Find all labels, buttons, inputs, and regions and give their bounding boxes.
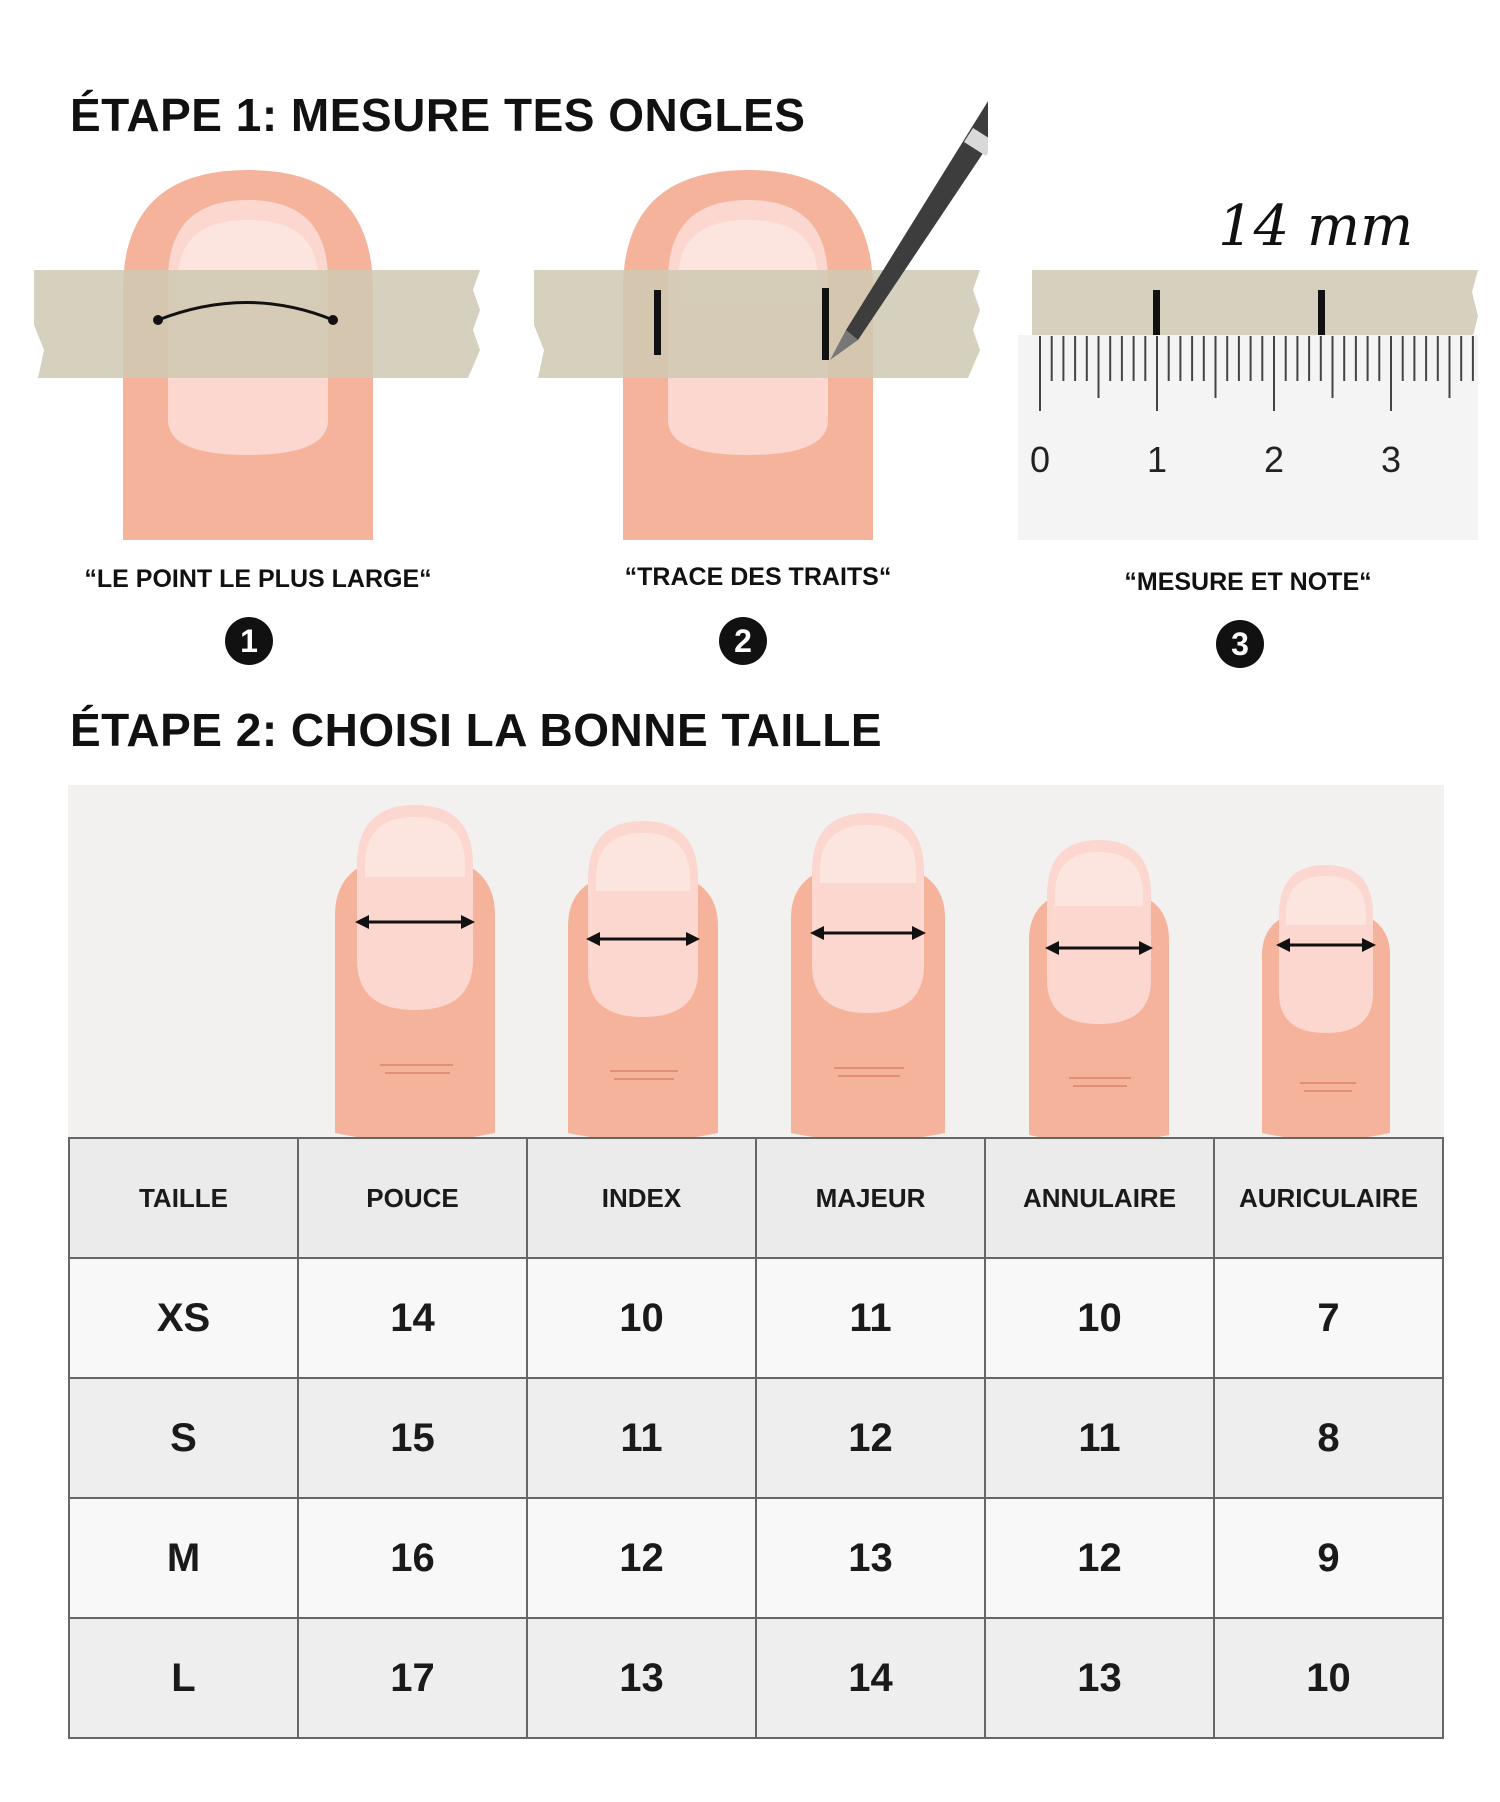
table-row	[69, 1258, 1443, 1378]
handwritten-note: 14 mm	[1218, 194, 1414, 259]
ruler-number: 0	[1029, 439, 1051, 480]
step1-label-widest-point: “LE POINT LE PLUS LARGE“	[84, 565, 432, 593]
table-cell: 11	[527, 1378, 756, 1498]
header-thumb: POUCE	[298, 1138, 527, 1258]
size-cell: XS	[69, 1258, 298, 1378]
table-cell: 10	[527, 1258, 756, 1378]
table-cell: 16	[298, 1498, 527, 1618]
table-cell: 13	[756, 1498, 985, 1618]
table-cell: 10	[985, 1258, 1214, 1378]
ruler-number: 1	[1146, 439, 1168, 480]
step2-title: ÉTAPE 2: CHOISI LA BONNE TAILLE	[70, 704, 883, 756]
nail-width-illustration	[68, 785, 1444, 1137]
pinky-nail-icon	[1262, 865, 1390, 1137]
thumb-nail-icon	[335, 805, 495, 1137]
tape-strip	[34, 270, 480, 378]
tape-strip	[534, 270, 980, 378]
size-chart-table	[68, 1137, 1444, 1739]
ruler-illustration	[1018, 60, 1478, 550]
table-cell: 7	[1214, 1258, 1443, 1378]
header-size: TAILLE	[69, 1138, 298, 1258]
table-cell: 8	[1214, 1378, 1443, 1498]
finger-illustration-draw-marks	[528, 60, 988, 550]
table-cell: 11	[985, 1378, 1214, 1498]
table-cell: 10	[1214, 1618, 1443, 1738]
ruler-number: 3	[1380, 439, 1402, 480]
size-cell: L	[69, 1618, 298, 1738]
ruler-number: 2	[1263, 439, 1285, 480]
size-cell: M	[69, 1498, 298, 1618]
index-nail-icon	[568, 821, 718, 1137]
table-cell: 13	[527, 1618, 756, 1738]
left-mark	[654, 290, 661, 355]
table-cell: 15	[298, 1378, 527, 1498]
table-row	[69, 1498, 1443, 1618]
table-cell: 17	[298, 1618, 527, 1738]
header-ring: ANNULAIRE	[985, 1138, 1214, 1258]
table-cell: 12	[985, 1498, 1214, 1618]
table-cell: 12	[527, 1498, 756, 1618]
step1-label-draw-marks: “TRACE DES TRAITS“	[624, 563, 892, 591]
table-row	[69, 1378, 1443, 1498]
table-cell: 9	[1214, 1498, 1443, 1618]
ring-nail-icon	[1029, 840, 1169, 1137]
step-number-badge-2: 2	[719, 617, 767, 665]
step-number-badge-1: 1	[225, 617, 273, 665]
header-middle: MAJEUR	[756, 1138, 985, 1258]
right-mark	[822, 288, 829, 360]
table-cell: 14	[298, 1258, 527, 1378]
step1-title: ÉTAPE 1: MESURE TES ONGLES	[70, 89, 806, 141]
header-index: INDEX	[527, 1138, 756, 1258]
table-cell: 11	[756, 1258, 985, 1378]
table-header-row	[69, 1138, 1443, 1258]
middle-nail-icon	[791, 813, 945, 1137]
table-cell: 13	[985, 1618, 1214, 1738]
table-row	[69, 1618, 1443, 1738]
step1-label-measure-note: “MESURE ET NOTE“	[1124, 568, 1372, 596]
finger-illustration-widest-point	[28, 60, 488, 550]
size-cell: S	[69, 1378, 298, 1498]
table-cell: 14	[756, 1618, 985, 1738]
step-number-badge-3: 3	[1216, 620, 1264, 668]
header-pinky: AURICULAIRE	[1214, 1138, 1443, 1258]
table-cell: 12	[756, 1378, 985, 1498]
